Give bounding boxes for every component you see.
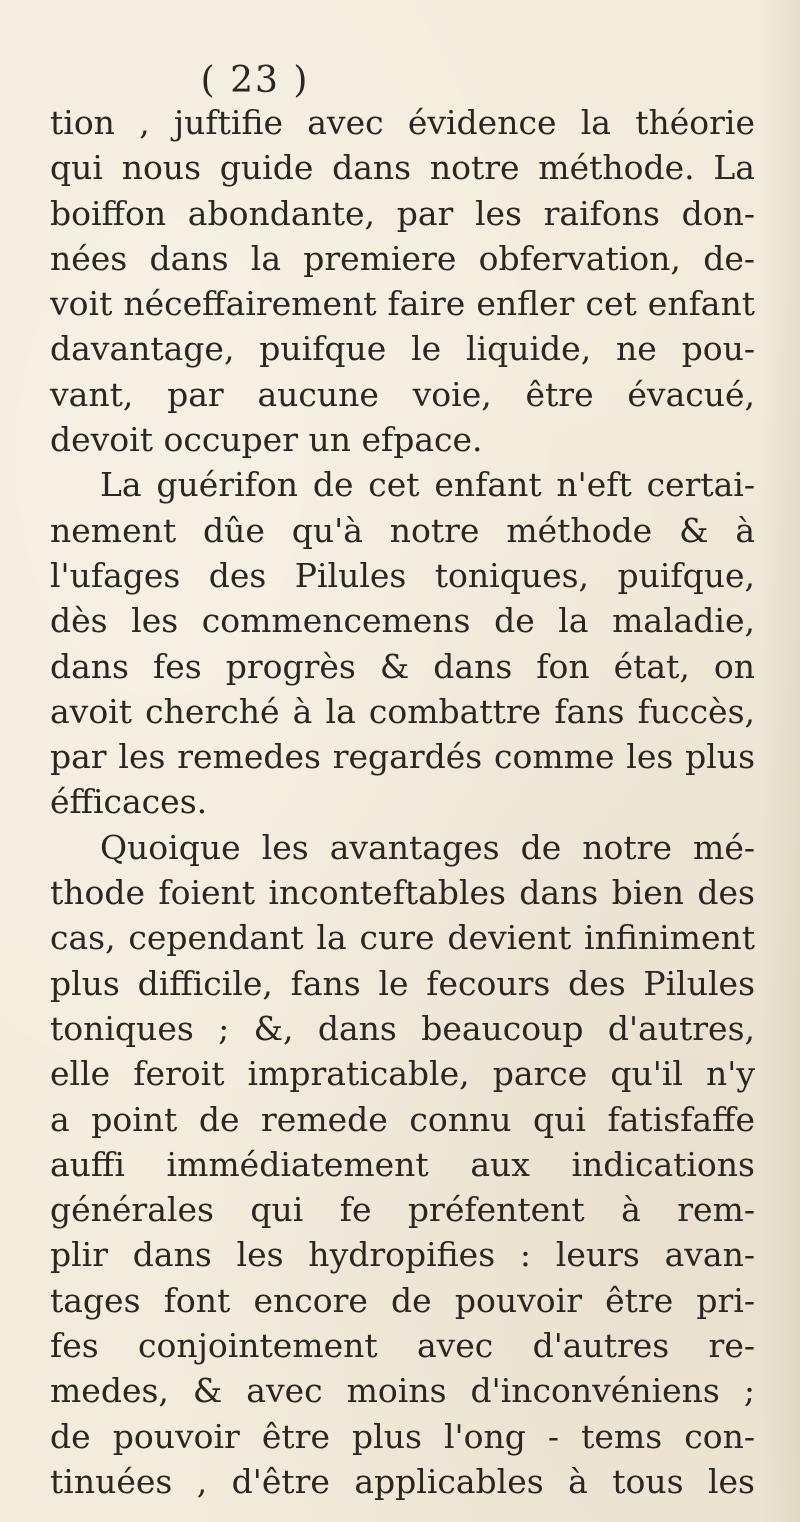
text-line: cas, cependant la cure devient infiniment: [50, 918, 755, 958]
text-line: qui nous guide dans notre méthode. La: [50, 148, 755, 188]
text-line: elle feroit impraticable, parce qu'il n'y: [50, 1054, 755, 1094]
text-line: plus difficile, fans le fecours des Pilules: [50, 963, 755, 1003]
page-number: ( 23 ): [200, 60, 310, 101]
body-text: [50, 100, 755, 1504]
text-line: de pouvoir être plus l'ong - tems con-: [50, 1416, 755, 1456]
text-line: nement dûe qu'à notre méthode & à: [50, 510, 755, 550]
text-line: Quoique les avantages de notre mé-: [100, 827, 755, 867]
text-line: devoit occuper un efpace.: [50, 420, 483, 460]
text-line: dans fes progrès & dans fon état, on: [50, 646, 755, 686]
text-line: fes conjointement avec d'autres re-: [50, 1326, 755, 1366]
text-line: boiffon abondante, par les raifons don-: [50, 193, 755, 233]
text-line: La guérifon de cet enfant n'eft certai-: [100, 465, 755, 505]
text-line: thode foient inconteftables dans bien des: [50, 873, 755, 913]
text-line: plir dans les hydropifies : leurs avan-: [50, 1235, 755, 1275]
text-line: générales qui fe préfentent à rem-: [50, 1190, 755, 1230]
text-line: tinuées , d'être applicables à tous les: [50, 1461, 755, 1501]
text-line: davantage, puifque le liquide, ne pou-: [50, 329, 755, 369]
text-line: nées dans la premiere obfervation, de-: [50, 238, 755, 278]
text-line: dès les commencemens de la maladie,: [50, 601, 755, 641]
text-line: par les remedes regardés comme les plus: [50, 737, 755, 777]
text-line: a point de remede connu qui fatisfaffe: [50, 1099, 755, 1139]
text-line: toniques ; &, dans beaucoup d'autres,: [50, 1008, 755, 1048]
text-line: auffi immédiatement aux indications: [50, 1144, 755, 1184]
text-line: voit néceffairement faire enfler cet enfant: [50, 284, 755, 324]
text-line: vant, par aucune voie, être évacué,: [50, 374, 755, 414]
text-line: l'ufages des Pilules toniques, puifque,: [50, 555, 755, 595]
page-edge-shadow: [760, 0, 800, 1522]
text-line: tages font encore de pouvoir être pri-: [50, 1280, 755, 1320]
text-line: avoit cherché à la combattre fans fuccès,: [50, 691, 755, 731]
text-line: éfficaces.: [50, 782, 208, 822]
text-line: tion , juftifie avec évidence la théorie: [50, 103, 755, 142]
text-line: medes, & avec moins d'inconvéniens ;: [50, 1371, 755, 1411]
